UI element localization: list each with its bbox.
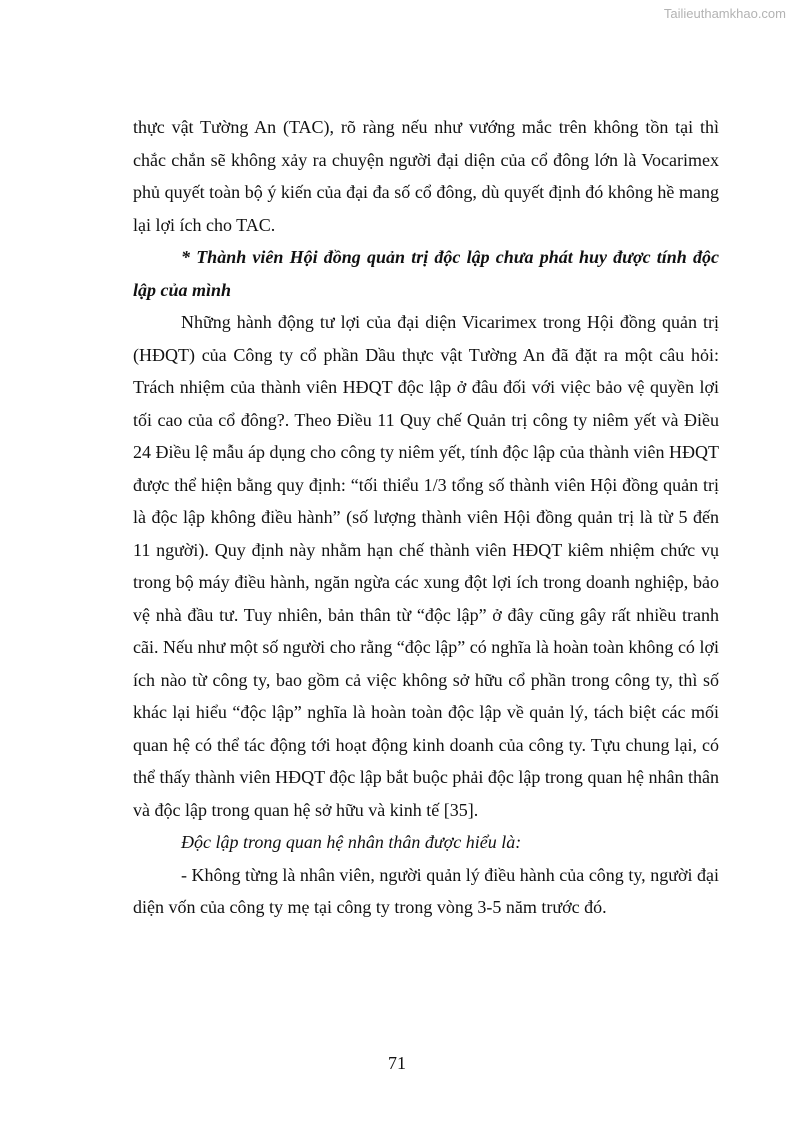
italic-subheading: Độc lập trong quan hệ nhân thân được hiểu là:	[181, 832, 522, 852]
section-heading: * Thành viên Hội đồng quản trị độc lập chưa phát huy được tính độc lập của mình	[133, 247, 719, 300]
watermark: Tailieuthamkhao.com	[663, 6, 786, 21]
paragraph-continuation: thực vật Tường An (TAC), rõ ràng nếu như vướng mắc trên không tồn tại thì chắc chắn sẽ không xảy ra chuyện người đại diện của cổ đông lớn là Vocarimex phủ quyết toàn bộ ý kiến của đại đa số cổ đông, dù quyết định đó không hề mang lại lợi ích cho TAC.	[133, 117, 719, 235]
paragraph-main: Những hành động tư lợi của đại diện Vicarimex trong Hội đồng quản trị (HĐQT) của Công ty cổ phần Dầu thực vật Tường An đã đặt ra một câu hỏi: Trách nhiệm của thành viên HĐQT độc lập ở đâu đối với việc bảo vệ quyền lợi tối cao của cổ đông?. Theo Điều 11 Quy chế Quản trị công ty niêm yết và Điều 24 Điều lệ mẫu áp dụng cho công ty niêm yết, tính độc lập của thành viên HĐQT được thể hiện bằng quy định: “tối thiểu 1/3 tổng số thành viên Hội đồng quản trị là độc lập không điều hành” (số lượng thành viên Hội đồng quản trị là từ 5 đến 11 người). Quy định này nhằm hạn chế thành viên HĐQT kiêm nhiệm chức vụ trong bộ máy điều hành, ngăn ngừa các xung đột lợi ích trong doanh nghiệp, bảo vệ nhà đầu tư. Tuy nhiên, bản thân từ “độc lập” ở đây cũng gây rất nhiều tranh cãi. Nếu như một số người cho rằng “độc lập” có nghĩa là hoàn toàn không có lợi ích nào từ công ty, bao gồm cả việc không sở hữu cổ phần trong công ty, thì số khác lại hiểu “độc lập” nghĩa là hoàn toàn độc lập về quản lý, tách biệt các mối quan hệ có thể tác động tới hoạt động kinh doanh của công ty. Tựu chung lại, có thể thấy thành viên HĐQT độc lập bắt buộc phải độc lập trong quan hệ nhân thân và độc lập trong quan hệ sở hữu và kinh tế [35].	[133, 312, 719, 820]
page-number: 71	[388, 1053, 406, 1073]
list-item: - Không từng là nhân viên, người quản lý điều hành của công ty, người đại diện vốn của công ty mẹ tại công ty trong vòng 3-5 năm trước đó.	[133, 864, 719, 917]
document-body	[133, 111, 719, 924]
